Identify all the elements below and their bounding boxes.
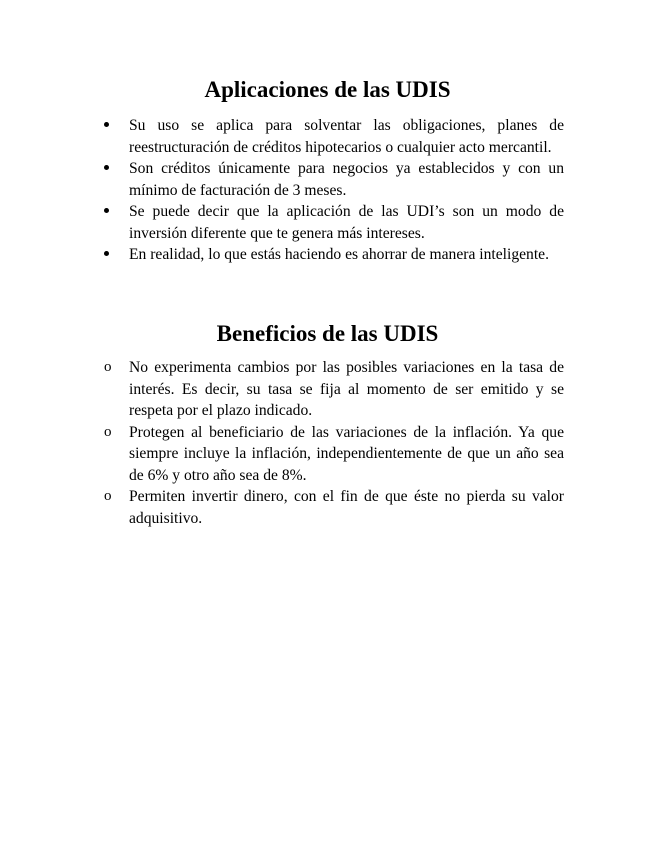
list-item-text: No experimenta cambios por las posibles variaciones en la tasa de interés. Es decir, su tasa se fija al momento de ser emitido y se respeta por el plazo indicado.: [129, 359, 564, 419]
bullet-icon: [104, 158, 122, 180]
list-item: [104, 158, 564, 201]
bullet-icon: [104, 115, 122, 137]
list-item: [104, 201, 564, 244]
list-item-text: En realidad, lo que estás haciendo es ahorrar de manera inteligente.: [129, 246, 549, 263]
section-title-aplicaciones: Aplicaciones de las UDIS: [204, 77, 451, 102]
list-item-text: Protegen al beneficiario de las variaciones de la inflación. Ya que siempre incluye la inflación, independientemente de que un año sea de 6% y otro año sea de 8%.: [129, 423, 564, 484]
bullet-icon: [104, 244, 122, 266]
list-item-text: Se puede decir que la aplicación de las UDI’s son un modo de inversión diferente que te genera más intereses.: [129, 203, 564, 242]
list-item: [104, 115, 564, 158]
list-item: [104, 357, 564, 422]
section-title-beneficios: Beneficios de las UDIS: [216, 321, 439, 346]
bullet-icon: [104, 201, 122, 223]
list-item-text: Permiten invertir dinero, con el fin de que éste no pierda su valor adquisitivo.: [129, 488, 564, 527]
hollow-bullet-icon: o: [104, 359, 112, 375]
list-item-text: Su uso se aplica para solventar las obligaciones, planes de reestructuración de créditos hipotecarios o cualquier acto mercantil.: [129, 117, 564, 156]
aplicaciones-list: [104, 115, 564, 266]
hollow-bullet-icon: o: [104, 423, 112, 440]
list-item-text: Son créditos únicamente para negocios ya establecidos y con un mínimo de facturación de 3 meses.: [129, 160, 564, 199]
beneficios-list: [104, 357, 564, 529]
list-item: [104, 486, 564, 529]
list-item: [104, 422, 564, 487]
list-item: [104, 244, 564, 266]
hollow-bullet-icon: o: [104, 488, 112, 504]
